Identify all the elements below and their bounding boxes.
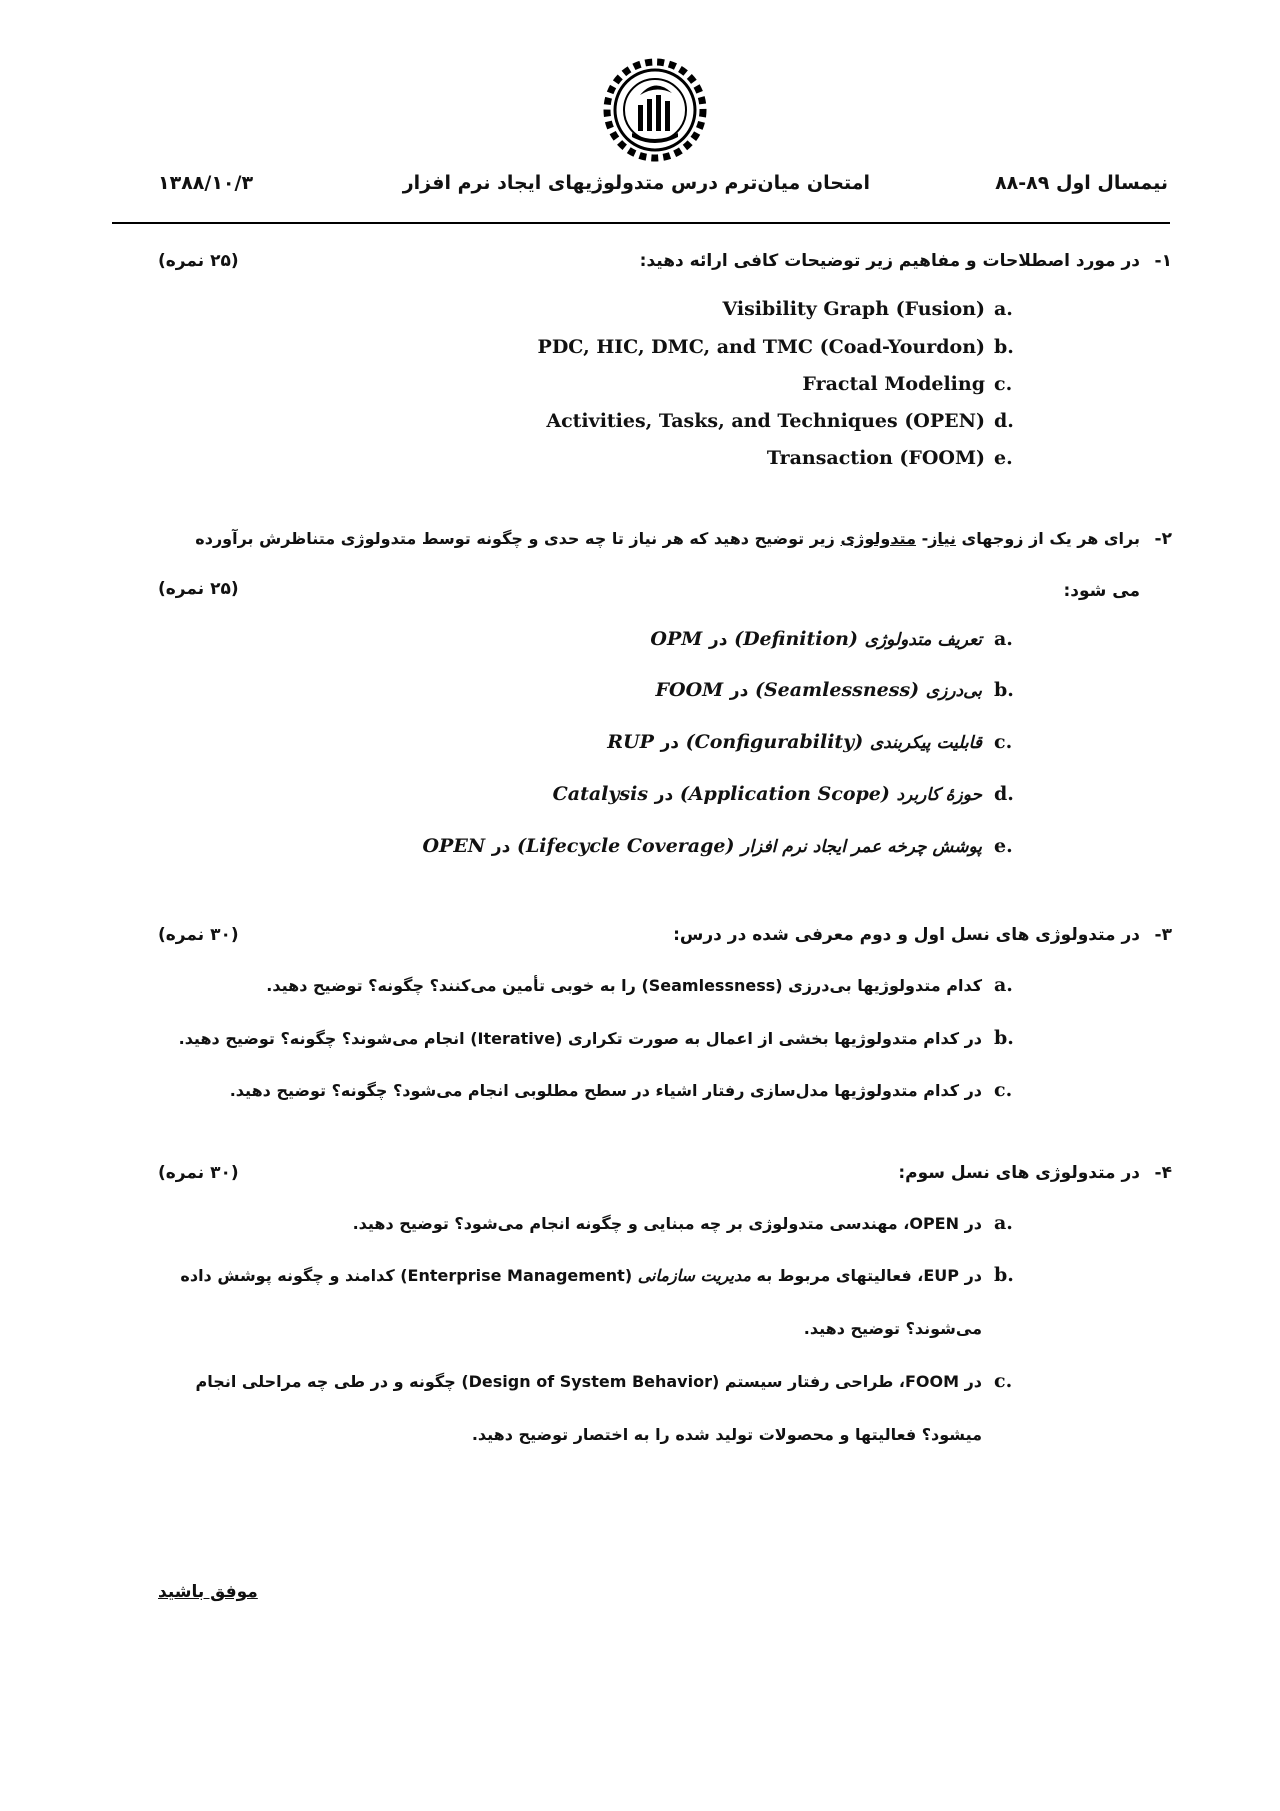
- question-3-text: در متدولوژی های نسل اول و دوم معرفی شده در درس:: [673, 925, 1140, 945]
- q2-item-d-target: Catalysis: [552, 783, 649, 805]
- q1-item-c-text: Fractal Modeling: [802, 373, 985, 395]
- exam-date: ۱۳۸۸/۱۰/۳: [158, 172, 254, 194]
- q2-item-b-dar: در: [729, 681, 749, 701]
- q4-item-b-text-start: در EUP، فعالیتهای مربوط به: [750, 1266, 982, 1285]
- q3-item-a-letter: a.: [994, 974, 1013, 996]
- q1-item-c-letter: c.: [994, 373, 1013, 395]
- q2-text-start: برای هر یک از زوجهای: [955, 529, 1140, 548]
- q4-item-c-text: در FOOM، طراحی رفتار سیستم (Design of System Behavior) چگونه و در طی چه مراحلی انجام: [195, 1372, 982, 1391]
- q4-item-a-text: در OPEN، مهندسی متدولوژی بر چه مبنایی و چگونه انجام می‌شود؟ توضیح دهید.: [352, 1214, 982, 1233]
- question-4-text: در متدولوژی های نسل سوم:: [898, 1163, 1140, 1183]
- q2-item-a-target: OPM: [650, 628, 703, 650]
- q2-item-d: [553, 783, 982, 805]
- q2-item-e-dar: در: [491, 837, 511, 857]
- question-1-points: (۲۵ نمره): [158, 251, 239, 271]
- q1-item-e-text: Transaction (FOOM): [766, 447, 985, 469]
- q2-item-b-letter: b.: [994, 679, 1014, 701]
- question-2-text: [195, 528, 1140, 550]
- q3-item-c-text: در کدام متدولوژیها مدل‌سازی رفتار اشیاء در سطح مطلوبی انجام می‌شود؟ چگونه؟ توضیح دهید.: [229, 1081, 982, 1100]
- q2-underlined-methodology: متدولوژی: [840, 529, 916, 548]
- q1-item-d-text: Activities, Tasks, and Techniques (OPEN): [546, 410, 985, 432]
- question-4-number: ۴-: [1154, 1163, 1172, 1183]
- exam-title: امتحان میان‌ترم درس متدولوژیهای ایجاد نرم افزار: [402, 172, 870, 194]
- question-2-number: ۲-: [1154, 529, 1172, 549]
- question-1-text: در مورد اصطلاحات و مفاهیم زیر توضیحات کافی ارائه دهید:: [639, 251, 1140, 271]
- q2-item-d-dar: در: [654, 785, 674, 805]
- q2-item-d-en: (Application Scope): [679, 783, 890, 805]
- q4-item-a-letter: a.: [994, 1212, 1013, 1234]
- question-3-points: (۳۰ نمره): [158, 925, 239, 945]
- q2-dash: -: [916, 529, 929, 548]
- q1-item-d-letter: d.: [994, 410, 1014, 432]
- q4-item-b-italic: مدیریت سازمانی: [637, 1266, 751, 1285]
- q4-item-b-letter: b.: [994, 1264, 1014, 1286]
- q2-item-d-fa: حوزهٔ کاربرد: [896, 785, 982, 805]
- q2-item-e-letter: e.: [994, 835, 1013, 857]
- q2-item-a: [650, 628, 982, 650]
- q3-item-b-text: در کدام متدولوژیها بخشی از اعمال به صورت تکراری (Iterative) انجام می‌شوند؟ چگونه؟ توضیح دهید.: [178, 1029, 982, 1048]
- q4-item-b-text-line2: می‌شوند؟ توضیح دهید.: [803, 1319, 982, 1338]
- q3-item-b-letter: b.: [994, 1027, 1014, 1049]
- q1-item-a-text: Visibility Graph (Fusion): [722, 298, 985, 320]
- question-4-points: (۳۰ نمره): [158, 1163, 239, 1183]
- q2-item-c-target: RUP: [607, 731, 654, 753]
- question-2-points: (۲۵ نمره): [158, 579, 239, 599]
- q4-item-b-text-end: (Enterprise Management) کدامند و چگونه پوشش داده: [180, 1266, 638, 1285]
- question-2-text-line2: می شود:: [1063, 581, 1140, 601]
- q2-item-d-letter: d.: [994, 783, 1014, 805]
- q2-item-a-en: (Definition): [734, 628, 858, 650]
- q2-item-e-fa: پوشش چرخه عمر ایجاد نرم افزار: [741, 837, 982, 857]
- closing-note: موفق باشید: [158, 1582, 258, 1602]
- q2-item-b-en: (Seamlessness): [754, 679, 920, 701]
- q2-item-c-fa: قابلیت پیکربندی: [869, 733, 982, 753]
- q2-item-e: [422, 835, 982, 857]
- q2-text-end: زیر توضیح دهید که هر نیاز تا چه حدی و چگونه توسط متدولوژی متناظرش برآورده: [195, 529, 841, 548]
- q1-item-b-text: PDC, HIC, DMC, and TMC (Coad-Yourdon): [537, 336, 985, 358]
- q2-item-b-target: FOOM: [655, 679, 724, 701]
- header-divider: [112, 222, 1170, 224]
- q2-item-e-target: OPEN: [422, 835, 486, 857]
- q4-item-c-letter: c.: [994, 1370, 1013, 1392]
- q2-item-a-dar: در: [708, 630, 728, 650]
- semester-label: نیمسال اول ۸۹-۸۸: [995, 172, 1168, 194]
- q2-item-a-fa: تعریف متدولوژی: [864, 630, 982, 650]
- q3-item-c-letter: c.: [994, 1079, 1013, 1101]
- q2-item-c: [607, 731, 982, 753]
- q2-item-c-en: (Configurability): [685, 731, 864, 753]
- q2-item-b-fa: بی‌درزی: [925, 681, 982, 701]
- q1-item-e-letter: e.: [994, 447, 1013, 469]
- question-3-number: ۳-: [1154, 925, 1172, 945]
- question-1-number: ۱-: [1154, 251, 1172, 271]
- q1-item-a-letter: a.: [994, 298, 1013, 320]
- q2-item-c-letter: c.: [994, 731, 1013, 753]
- q2-item-a-letter: a.: [994, 628, 1013, 650]
- q3-item-a-text: کدام متدولوژیها بی‌درزی (Seamlessness) را به خوبی تأمین می‌کنند؟ چگونه؟ توضیح دهید.: [266, 976, 982, 995]
- q4-item-c-text-line2: میشود؟ فعالیتها و محصولات تولید شده را به اختصار توضیح دهید.: [471, 1425, 982, 1444]
- q1-item-b-letter: b.: [994, 336, 1014, 358]
- q2-item-c-dar: در: [660, 733, 679, 753]
- q4-item-b-text: [180, 1265, 982, 1287]
- q2-item-e-en: (Lifecycle Coverage): [516, 835, 735, 857]
- university-logo: [600, 55, 710, 165]
- q2-underlined-need: نیاز: [928, 529, 956, 548]
- q2-item-b: [656, 679, 982, 701]
